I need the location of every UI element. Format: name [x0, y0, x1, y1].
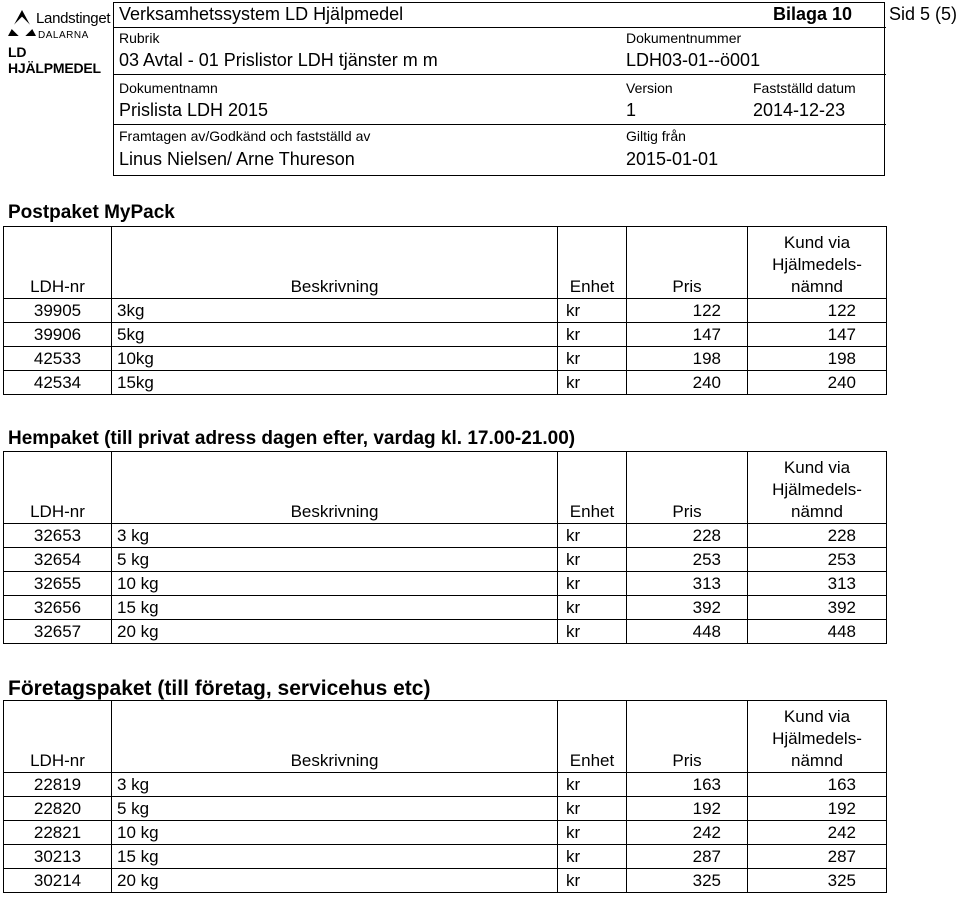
- price-table: [3, 226, 887, 395]
- col-header-pris: Pris: [627, 227, 748, 299]
- cell-kund: 122: [748, 299, 887, 323]
- cell-enhet: kr: [558, 845, 627, 869]
- table-row: [4, 797, 887, 821]
- price-table: [3, 700, 887, 893]
- cell-kund: 242: [748, 821, 887, 845]
- table-row: [4, 596, 887, 620]
- col-header-kund: [748, 227, 887, 299]
- table-row: [4, 371, 887, 395]
- col-header-ldh-nr: LDH-nr: [4, 227, 112, 299]
- cell-enhet: kr: [558, 572, 627, 596]
- cell-pris: 392: [627, 596, 748, 620]
- cell-ldh-nr: 42533: [4, 347, 112, 371]
- cell-kund: 287: [748, 845, 887, 869]
- section-title: Företagspaket (till företag, servicehus etc): [8, 677, 431, 700]
- cell-kund: 392: [748, 596, 887, 620]
- header-divider: [113, 124, 886, 125]
- cell-enhet: kr: [558, 821, 627, 845]
- col-header-ldh-nr: LDH-nr: [4, 452, 112, 524]
- dokumentnummer-value: LDH03-01--ö001: [626, 50, 761, 70]
- cell-enhet: kr: [558, 524, 627, 548]
- cell-enhet: kr: [558, 371, 627, 395]
- cell-kund: 163: [748, 773, 887, 797]
- cell-enhet: kr: [558, 773, 627, 797]
- cell-kund: 228: [748, 524, 887, 548]
- cell-kund: 448: [748, 620, 887, 644]
- col-header-enhet: Enhet: [558, 452, 627, 524]
- header-divider: [113, 74, 886, 75]
- cell-enhet: kr: [558, 548, 627, 572]
- kund-line-3: nämnd: [791, 751, 843, 770]
- cell-kund: 198: [748, 347, 887, 371]
- cell-beskrivning: 15 kg: [112, 845, 558, 869]
- kund-line-3: nämnd: [791, 502, 843, 521]
- kund-line-1: Kund via: [783, 233, 851, 252]
- table-row: [4, 845, 887, 869]
- col-header-enhet: Enhet: [558, 701, 627, 773]
- cell-pris: 253: [627, 548, 748, 572]
- cell-pris: 122: [627, 299, 748, 323]
- table-header-row: [4, 452, 887, 524]
- dokumentnummer-label: Dokumentnummer: [626, 30, 742, 46]
- cell-pris: 287: [627, 845, 748, 869]
- dokumentnamn-label: Dokumentnamn: [119, 80, 218, 96]
- col-header-kund: [748, 701, 887, 773]
- cell-ldh-nr: 22820: [4, 797, 112, 821]
- kund-line-1: Kund via: [783, 458, 851, 477]
- cell-enhet: kr: [558, 620, 627, 644]
- giltig-label: Giltig från: [626, 128, 686, 144]
- cell-ldh-nr: 42534: [4, 371, 112, 395]
- kund-line-2: Hjälmedels-: [772, 729, 862, 748]
- cell-enhet: kr: [558, 797, 627, 821]
- table-row: [4, 347, 887, 371]
- table-row: [4, 821, 887, 845]
- col-header-beskrivning: Beskrivning: [112, 227, 558, 299]
- col-header-beskrivning: Beskrivning: [112, 701, 558, 773]
- document-header: [0, 0, 958, 178]
- cell-ldh-nr: 30213: [4, 845, 112, 869]
- cell-pris: 198: [627, 347, 748, 371]
- section-title: Postpaket MyPack: [8, 202, 175, 223]
- cell-pris: 448: [627, 620, 748, 644]
- cell-pris: 163: [627, 773, 748, 797]
- cell-kund: 240: [748, 371, 887, 395]
- kund-line-2: Hjälmedels-: [772, 480, 862, 499]
- system-title: Verksamhetssystem LD Hjälpmedel: [119, 4, 404, 24]
- rubrik-label: Rubrik: [119, 30, 160, 46]
- cell-beskrivning: 20 kg: [112, 869, 558, 893]
- framtagen-value: Linus Nielsen/ Arne Thureson: [119, 149, 355, 169]
- cell-pris: 242: [627, 821, 748, 845]
- cell-beskrivning: 15 kg: [112, 596, 558, 620]
- kund-line-2: Hjälmedels-: [772, 255, 862, 274]
- logo-line-2: DALARNA: [38, 30, 89, 41]
- cell-beskrivning: 3 kg: [112, 524, 558, 548]
- table-header-row: [4, 227, 887, 299]
- giltig-value: 2015-01-01: [626, 149, 719, 169]
- cell-kund: 313: [748, 572, 887, 596]
- cell-beskrivning: 3 kg: [112, 773, 558, 797]
- cell-beskrivning: 5 kg: [112, 548, 558, 572]
- cell-ldh-nr: 30214: [4, 869, 112, 893]
- cell-ldh-nr: 22819: [4, 773, 112, 797]
- cell-beskrivning: 3kg: [112, 299, 558, 323]
- cell-pris: 228: [627, 524, 748, 548]
- dokumentnamn-value: Prislista LDH 2015: [119, 100, 269, 120]
- table-row: [4, 620, 887, 644]
- section-title: Hempaket (till privat adress dagen efter, vardag kl. 17.00-21.00): [8, 428, 576, 449]
- cell-beskrivning: 10kg: [112, 347, 558, 371]
- bilaga-label: Bilaga 10: [773, 4, 853, 24]
- cell-pris: 313: [627, 572, 748, 596]
- cell-enhet: kr: [558, 869, 627, 893]
- cell-beskrivning: 10 kg: [112, 572, 558, 596]
- logo-line-1: Landstinget: [36, 10, 111, 27]
- faststalld-value: 2014-12-23: [753, 100, 846, 120]
- cell-ldh-nr: 22821: [4, 821, 112, 845]
- rubrik-value: 03 Avtal - 01 Prislistor LDH tjänster m m: [119, 50, 438, 70]
- kund-line-1: Kund via: [783, 707, 851, 726]
- cell-pris: 240: [627, 371, 748, 395]
- col-header-kund: [748, 452, 887, 524]
- table-row: [4, 572, 887, 596]
- cell-ldh-nr: 39906: [4, 323, 112, 347]
- cell-ldh-nr: 39905: [4, 299, 112, 323]
- cell-ldh-nr: 32657: [4, 620, 112, 644]
- cell-enhet: kr: [558, 323, 627, 347]
- cell-beskrivning: 5kg: [112, 323, 558, 347]
- table-row: [4, 299, 887, 323]
- framtagen-label: Framtagen av/Godkänd och fastställd av: [119, 128, 371, 144]
- cell-kund: 325: [748, 869, 887, 893]
- table-row: [4, 323, 887, 347]
- cell-beskrivning: 10 kg: [112, 821, 558, 845]
- logo-line-3: LD HJÄLPMEDEL: [8, 44, 101, 76]
- cell-pris: 147: [627, 323, 748, 347]
- col-header-ldh-nr: LDH-nr: [4, 701, 112, 773]
- cell-ldh-nr: 32656: [4, 596, 112, 620]
- table-header-row: [4, 701, 887, 773]
- cell-enhet: kr: [558, 596, 627, 620]
- table-row: [4, 773, 887, 797]
- cell-ldh-nr: 32655: [4, 572, 112, 596]
- cell-enhet: kr: [558, 299, 627, 323]
- header-divider: [113, 27, 886, 28]
- cell-beskrivning: 5 kg: [112, 797, 558, 821]
- version-value: 1: [626, 100, 637, 120]
- cell-kund: 147: [748, 323, 887, 347]
- cell-kund: 192: [748, 797, 887, 821]
- cell-ldh-nr: 32654: [4, 548, 112, 572]
- version-label: Version: [626, 80, 673, 96]
- table-row: [4, 548, 887, 572]
- price-table: [3, 451, 887, 644]
- table-row: [4, 869, 887, 893]
- table-row: [4, 524, 887, 548]
- col-header-pris: Pris: [627, 452, 748, 524]
- cell-kund: 253: [748, 548, 887, 572]
- col-header-beskrivning: Beskrivning: [112, 452, 558, 524]
- col-header-pris: Pris: [627, 701, 748, 773]
- cell-ldh-nr: 32653: [4, 524, 112, 548]
- cell-beskrivning: 20 kg: [112, 620, 558, 644]
- cell-pris: 192: [627, 797, 748, 821]
- kund-line-3: nämnd: [791, 277, 843, 296]
- cell-enhet: kr: [558, 347, 627, 371]
- col-header-enhet: Enhet: [558, 227, 627, 299]
- page-number: Sid 5 (5): [889, 4, 958, 24]
- landstinget-logo: [4, 4, 112, 76]
- cell-beskrivning: 15kg: [112, 371, 558, 395]
- cell-pris: 325: [627, 869, 748, 893]
- faststalld-label: Fastställd datum: [753, 80, 856, 96]
